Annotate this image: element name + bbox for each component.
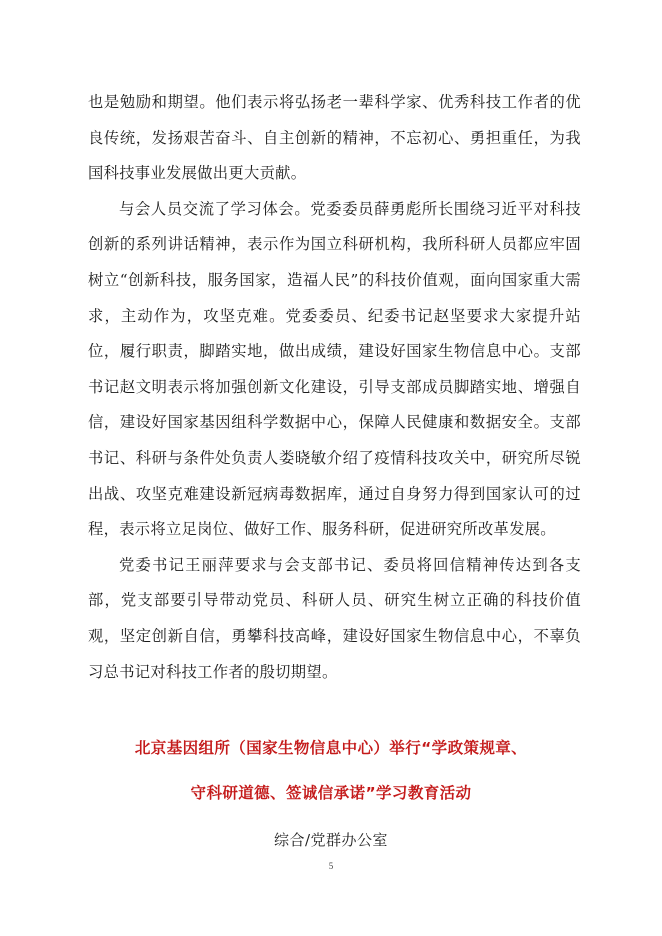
paragraph-discussion: 与会人员交流了学习体会。党委委员薛勇彪所长围绕习近平对科技创新的系列讲话精神，表示作为国立科研机构，我所科研人员都应牢固树立“创新科技，服务国家，造福人民”的科技价值观，面向国家重大需求，主动作为，攻坚克难。党委委员、纪委书记赵坚要求大家提升站位，履行职责，脚踏实地，做出成绩，建设好国家生物信息中心。支部书记赵文明表示将加强创新文化建设，引导支部成员脚踏实地、增强自信，建设好国家基因组科学数据中心，保障人民健康和数据安全。支部书记、科研与条件处负责人娄晓敏介绍了疫情科技攻关中，研究所尽锐出战、攻坚克难建设新冠病毒数据库，通过自身努力得到国家认可的过程，表示将立足岗位、做好工作、服务科研，促进研究所改革发展。: [88, 199, 581, 539]
department-byline: 综合/党群办公室: [273, 831, 389, 849]
paragraph-continuation: 也是勉励和期望。他们表示将弘扬老一辈科学家、优秀科技工作者的优良传统，发扬艰苦奋斗、自主创新的精神，不忘初心、勇担重任，为我国科技事业发展做出更大贡献。: [88, 93, 581, 183]
article-title-line-1: 北京基因组所（国家生物信息中心）举行“学政策规章、: [134, 739, 528, 757]
article-title-line-2: 守科研道德、签诚信承诺”学习教育活动: [190, 784, 472, 802]
article-body: [88, 85, 581, 690]
paragraph-requirements: 党委书记王丽萍要求与会支部书记、委员将回信精神传达到各支部，党支部要引导带动党员、科研人员、研究生树立正确的科技价值观，坚定创新自信，勇攀科技高峰，建设好国家生物信息中心，不辜负习总书记对科技工作者的殷切期望。: [88, 555, 581, 681]
page-number: 5: [328, 861, 334, 871]
